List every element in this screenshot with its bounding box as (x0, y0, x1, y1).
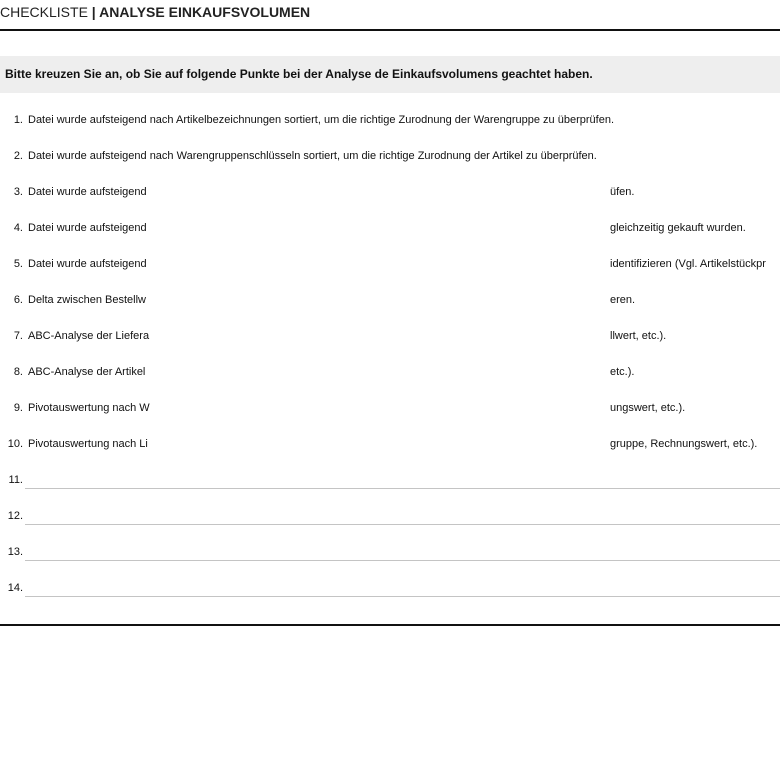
blank-item[interactable] (0, 462, 780, 498)
item-number: 1. (13, 114, 23, 126)
overlay-panel (160, 318, 608, 354)
item-number: 9. (13, 402, 23, 414)
top-divider (0, 29, 780, 31)
item-number: 2. (13, 150, 23, 162)
item-text-tail: identifizieren (Vgl. Artikelstückpr (610, 258, 766, 270)
item-text: Datei wurde aufsteigend (28, 258, 147, 270)
overlay-panel (160, 246, 608, 282)
item-number: 8. (13, 366, 23, 378)
item-number: 4. (13, 222, 23, 234)
checklist-item[interactable] (0, 354, 780, 390)
item-text: Datei wurde aufsteigend (28, 186, 147, 198)
item-text: ABC-Analyse der Artikel (28, 366, 146, 378)
overlay-panel (160, 426, 608, 462)
bottom-divider (0, 624, 780, 626)
checklist-item[interactable] (0, 210, 780, 246)
title-main: ANALYSE EINKAUFSVOLUMEN (99, 4, 311, 20)
item-text-tail: gleichzeitig gekauft wurden. (610, 222, 746, 234)
item-text-tail: üfen. (610, 186, 635, 198)
item-text: Delta zwischen Bestellw (28, 294, 146, 306)
item-number: 7. (13, 330, 23, 342)
write-line[interactable] (25, 596, 780, 597)
item-text-tail: etc.). (610, 366, 635, 378)
checklist-item[interactable] (0, 426, 780, 462)
item-number: 3. (13, 186, 23, 198)
overlay-panel (160, 354, 608, 390)
checklist-item[interactable] (0, 282, 780, 318)
item-number: 12. (7, 510, 23, 522)
blank-item[interactable] (0, 498, 780, 534)
overlay-panel (160, 390, 608, 426)
item-text-tail: llwert, etc.). (610, 330, 667, 342)
item-text: Pivotauswertung nach W (28, 402, 150, 414)
checklist-item[interactable] (0, 246, 780, 282)
item-number: 14. (7, 582, 23, 594)
item-text: ABC-Analyse der Liefera (28, 330, 150, 342)
item-text-tail: ungswert, etc.). (610, 402, 686, 414)
item-number: 5. (13, 258, 23, 270)
overlay-panel (160, 282, 608, 318)
checklist-item[interactable] (0, 390, 780, 426)
write-line[interactable] (25, 524, 780, 525)
overlay-panel (160, 174, 608, 210)
blank-item[interactable] (0, 534, 780, 570)
item-number: 10. (7, 438, 23, 450)
checklist (0, 102, 780, 606)
title-prefix: CHECKLISTE (0, 4, 88, 20)
item-text: Datei wurde aufsteigend nach Artikelbezeichnungen sortiert, um die richtige Zurodnung der Warengruppe zu überprüfen. (28, 114, 614, 126)
item-number: 11. (8, 474, 23, 486)
item-number: 13. (7, 546, 23, 558)
page-title (0, 4, 310, 20)
checklist-item[interactable] (0, 102, 780, 138)
item-number: 6. (13, 294, 23, 306)
checklist-item[interactable] (0, 318, 780, 354)
checklist-item[interactable] (0, 174, 780, 210)
item-text: Datei wurde aufsteigend nach Warengruppenschlüsseln sortiert, um die richtige Zurodnung der Artikel zu überprüfen. (28, 150, 597, 162)
title-separator: | (87, 4, 100, 20)
instruction-bar: Bitte kreuzen Sie an, ob Sie auf folgende Punkte bei der Analyse de Einkaufsvolumens geachtet haben. (0, 56, 780, 93)
write-line[interactable] (25, 488, 780, 489)
blank-item[interactable] (0, 570, 780, 606)
checklist-item[interactable] (0, 138, 780, 174)
item-text: Pivotauswertung nach Li (28, 438, 148, 450)
item-text-tail: eren. (610, 294, 636, 306)
item-text: Datei wurde aufsteigend (28, 222, 147, 234)
item-text-tail: gruppe, Rechnungswert, etc.). (610, 438, 758, 450)
write-line[interactable] (25, 560, 780, 561)
overlay-panel (160, 210, 608, 246)
